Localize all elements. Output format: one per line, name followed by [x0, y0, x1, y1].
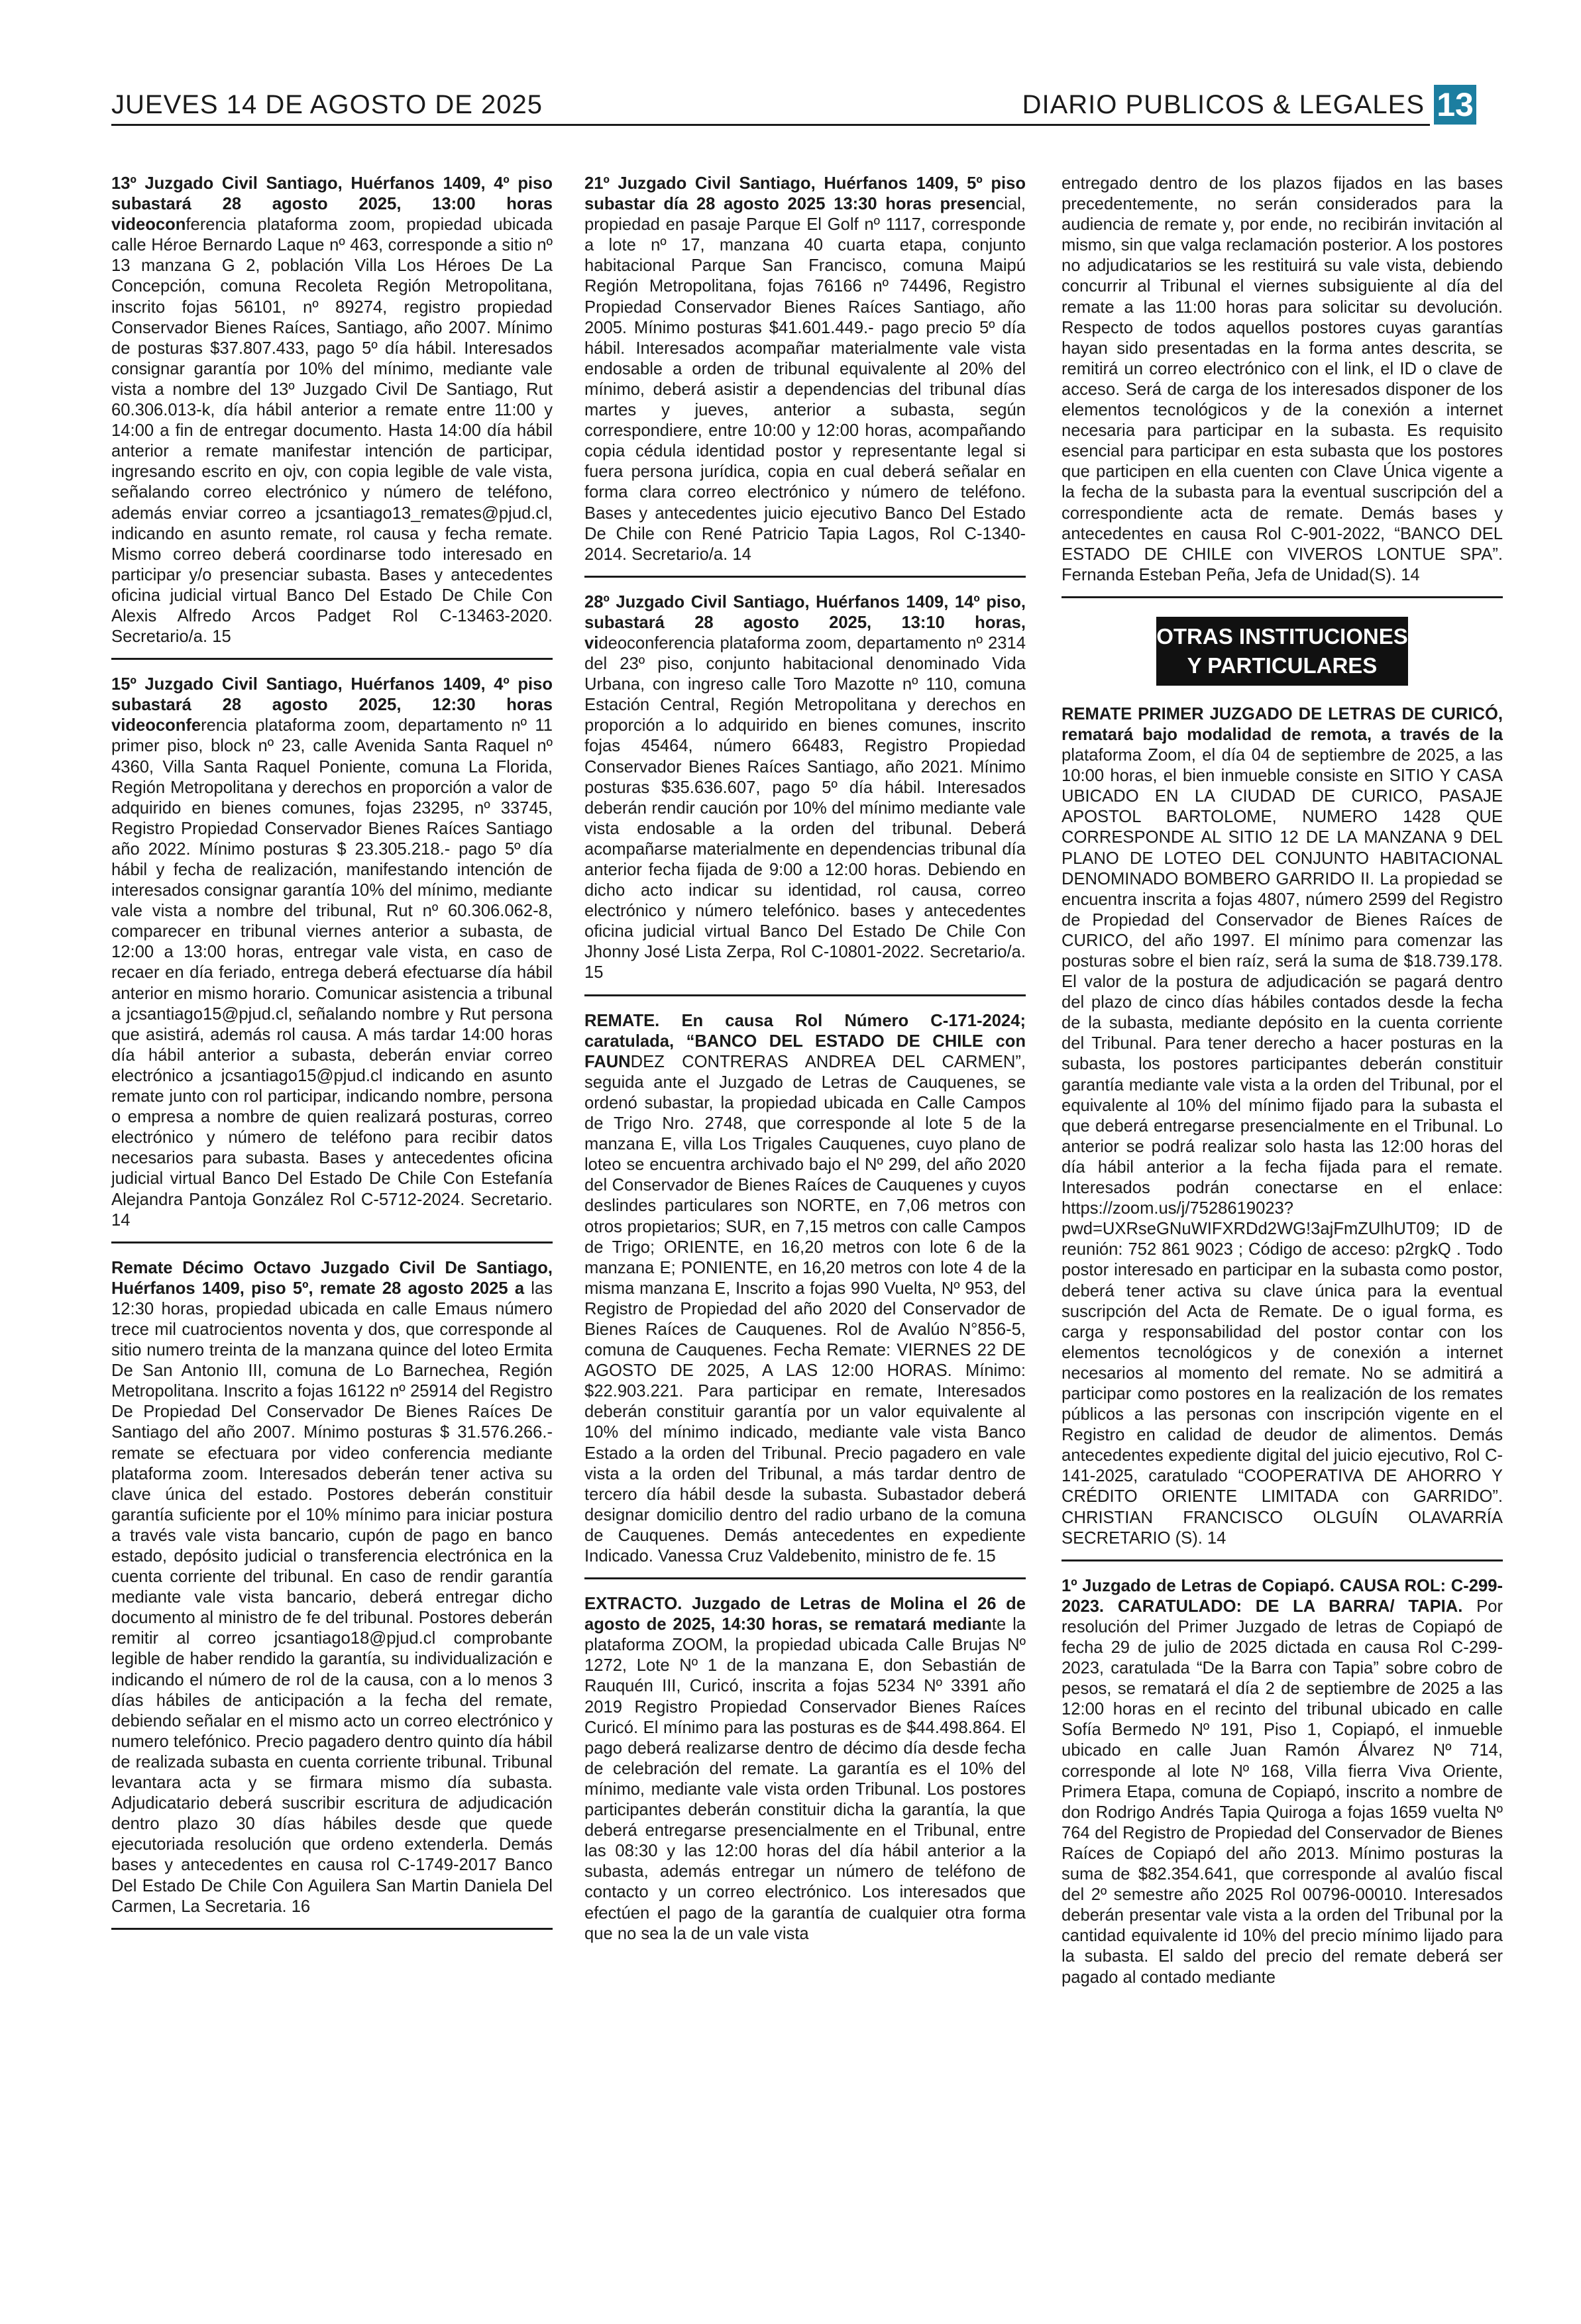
header-rule	[111, 124, 1430, 126]
notice-body: te la plataforma ZOOM, la propiedad ubicada Calle Brujas Nº 1272, Lote Nº 1 de la manzana E, don Sebastián de Rauquén III, Curicó, inscrita a fojas 5234 Nº 3391 año 2019 Registro Propiedad Conservador Bienes Raíces Curicó. El mínimo para las posturas es de $44.498.864. El pago deberá realizarse dentro de décimo día desde fecha de celebración del remate. La garantía es el 10% del mínimo, mediante vale vista orden Tribunal. Los postores participantes deberán constituir dicha la garantía, la que deberá entregarse presencialmente en el Tribunal, entre las 08:30 y las 12:00 horas del día hábil anterior a la subasta, además entregar un número de teléfono de contacto y un correo electrónico. Los interesados que efectúen el pago de la garantía de cualquier otra forma que no sea la de un vale vista	[584, 1615, 1026, 1943]
notice-18-juzgado	[111, 1258, 553, 1930]
notice-lead: 1º Juzgado de Letras de Copiapó. CAUSA ROL: C-299-2023. CARATULADO: DE LA BARRA/ TAPIA.	[1062, 1576, 1503, 1616]
notice-body: ferencia plataforma zoom, propiedad ubicada calle Héroe Bernardo Laque nº 463, corresponde a sitio nº 13 manzana G 2, población Villa Los Héroes De La Concepción, comuna Recoleta Región Metropolitana, inscrito fojas 56101, nº 89274, registro propiedad Conservador Bienes Raíces, Santiago, año 2007. Mínimo de posturas $37.807.433, pago 5º día hábil. Interesados consignar garantía por 10% del mínimo, mediante vale vista a nombre del 13º Juzgado Civil De Santiago, Rut 60.306.013-k, día hábil anterior a remate entre 11:00 y 14:00 a fin de entregar documento. Hasta 14:00 día hábil anterior a remate manifestar intención de participar, ingresando escrito en ojv, con copia legible de vale vista, señalando correo electrónico y número de teléfono, además enviar correo a jcsantiago13_remates@pjud.cl, indicando en asunto remate, rol causa y fecha remate. Mismo correo deberá coordinarse todo interesado en participar y/o presenciar subasta. Bases y antecedentes oficina judicial virtual Banco Del Estado De Chile Con Alexis Alfredo Arcos Padget Rol C-13463-2020. Secretario/a. 15	[111, 215, 553, 647]
notice-body: cial, propiedad en pasaje Parque El Golf nº 1117, corresponde a lote nº 17, manzana 40 cuarta etapa, conjunto habitacional Parque San Francisco, comuna Maipú Región Metropolitana, fojas 76166 nº 74496, Registro Propiedad Conservador Bienes Raíces Santiago, año 2005. Mínimo posturas $41.601.449.- pago precio 5º día hábil. Interesados acompañar materialmente vale vista endosable a orden de tribunal equivalente al 20% del mínimo, deberá asistir a dependencias del tribunal días martes y jueves, anterior a subasta, según correspondiere, entre 10:00 y 12:00 horas, acompañando copia cédula identidad postor y representante legal si fuera persona jurídica, copia en cual deberá señalar en forma clara correo electrónico y número de teléfono. Bases y antecedentes juicio ejecutivo Banco Del Estado De Chile con René Patricio Tapia Lagos, Rol C-1340-2014. Secretario/a. 14	[584, 195, 1026, 564]
column-3	[1062, 174, 1503, 2013]
section-heading-line-1: OTRAS INSTITUCIONES	[1156, 623, 1408, 649]
section-heading-line-2: Y PARTICULARES	[1187, 653, 1378, 678]
notice-molina-continued	[1062, 174, 1503, 598]
notice-curico	[1062, 704, 1503, 1561]
issue-date: JUEVES 14 DE AGOSTO DE 2025	[111, 90, 543, 119]
notice-15-juzgado	[111, 674, 553, 1243]
notice-copiapo	[1062, 1576, 1503, 1999]
notice-lead: 21º Juzgado Civil Santiago, Huérfanos 1409, 5º piso subastar día 28 agosto 2025 13:30 horas presen	[584, 174, 1026, 214]
notice-lead: 15º Juzgado Civil Santiago, Huérfanos 1409, 4º piso subastará 28 agosto 2025, 12:30 horas videoconfe	[111, 675, 553, 735]
notice-13-juzgado	[111, 174, 553, 660]
publication-name: DIARIO PUBLICOS & LEGALES	[1022, 90, 1425, 119]
notice-lead: 13º Juzgado Civil Santiago, Huérfanos 1409, 4º piso subastará 28 agosto 2025, 13:00 horas videocon	[111, 174, 553, 235]
notice-body: DEZ CONTRERAS ANDREA DEL CARMEN”, seguida ante el Juzgado de Letras de Cauquenes, se ordenó subastar, la propiedad ubicada en Calle Campos de Trigo Nro. 2748, que corresponde al lote 5 de la manzana E, villa Los Trigales Cauquenes, cuyo plano de loteo se encuentra archivado bajo el Nº 299, del año 2020 del Conservador de Bienes Raíces de Cauquenes y cuyos deslindes particulares son NORTE, en 7,06 metros con otros propietarios; SUR, en 7,15 metros con calle Campos de Trigo; ORIENTE, en 16,20 metros con lote 6 de la manzana E; PONIENTE, en 16,20 metros con lote 4 de la misma manzana E, Inscrito a fojas 990 Vuelta, Nº 953, del Registro de Propiedad del año 2020 del Conservador de Bienes Raíces de Cauquenes. Rol de Avalúo N°856-5, comuna de Cauquenes. Fecha Remate: VIERNES 22 DE AGOSTO DE 2025, A LAS 12:00 HORAS. Mínimo: $22.903.221. Para participar en remate, Interesados deberán constituir garantía por un valor equivalente al 10% del mínimo indicado, mediante vale vista Banco Estado a la orden del Tribunal. Precio pagadero en vale vista a la orden del Tribunal, a más tardar dentro de tercero día hábil desde la subasta. Subastador deberá designar domicilio dentro del radio urbano de la comuna de Cauquenes. Demás antecedentes en expediente Indicado. Vanessa Cruz Valdebenito, ministro de fe. 15	[584, 1052, 1026, 1565]
section-heading	[1156, 617, 1408, 686]
notice-body: entregado dentro de los plazos fijados en las bases precedentemente, no serán considerados para la audiencia de remate y, por ende, no recibirán invitación al mismo, sin que valga reclamación posterior. A los postores no adjudicatarios se les restituirá su vale vista, debiendo concurrir al Tribunal el viernes subsiguiente al día del remate a las 11:00 horas para solicitar su devolución. Respecto de todos aquellos postores cuyas garantías hayan sido presentadas en la forma antes descrita, se remitirá un correo electrónico con el link, el ID o clave de acceso. Será de carga de los interesados disponer de los elementos tecnológicos y de la conexión a internet necesaria para participar en la subasta. Es requisito esencial para participar en esta subasta que los postores que participen en ella cuenten con Clave Única vigente a la fecha de la subasta para la eventual suscripción del a correspondiente acta de remate. Demás bases y antecedentes en causa Rol C-901-2022, “BANCO DEL ESTADO DE CHILE con VIVEROS LONTUE SPA”. Fernanda Esteban Peña, Jefa de Unidad(S). 14	[1062, 174, 1503, 584]
notice-lead: EXTRACTO. Juzgado de Letras de Molina el 26 de agosto de 2025, 14:30 horas, se rematará median	[584, 1595, 1026, 1634]
notice-molina	[584, 1594, 1026, 1955]
notice-body: rencia plataforma zoom, departamento nº 11 primer piso, block nº 23, calle Avenida Santa Raquel nº 4360, Villa Santa Raquel Poniente, comuna La Florida, Región Metropolitana y derechos en proporción a valor de adquirido en bienes comunes, fojas 23295, nº 33745, Registro Propiedad Conservador Bienes Raíces Santiago año 2022. Mínimo posturas $ 23.305.218.- pago 5º día hábil y fecha de realización, manifestando intención de interesados consignar garantía 10% del mínimo, mediante vale vista a nombre del tribunal, Rut nº 60.306.062-8, comparecer en tribunal viernes anterior a subasta, de 12:00 a 13:00 horas, entregar vale vista, en caso de recaer en día feriado, entrega deberá efectuarse día hábil anterior en mismo horario. Comunicar asistencia a tribunal a jcsantiago15@pjud.cl, señalando nombre y Rut persona que asistirá, además rol causa. A más tardar 14:00 horas día hábil anterior a subasta, deberán enviar correo electrónico a jcsantiago15@pjud.cl indicando en asunto remate junto con rol participar, indicando nombre, persona o empresa a nombre de quien realizará posturas, correo electrónico y número de teléfono para recibir datos necesarios para subasta. Bases y antecedentes oficina judicial virtual Banco Del Estado De Chile Con Estefanía Alejandra Pantoja González Rol C-5712-2024. Secretario. 14	[111, 716, 553, 1230]
notice-lead: Remate Décimo Octavo Juzgado Civil De Santiago, Huérfanos 1409, piso 5º, remate 28 agosto 2025 a	[111, 1258, 553, 1298]
page-header	[111, 85, 1476, 126]
notice-body: Por resolución del Primer Juzgado de letras de Copiapó de fecha 29 de julio de 2025 dictada en causa Rol C-299-2023, caratulada “De la Barra con Tapia” sobre cobro de pesos, se rematará el día 2 de septiembre de 2025 a las 12:00 horas en el recinto del tribunal ubicado en calle Sofía Bermedo Nº 191, Piso 1, Copiapó, el inmueble ubicado en calle Juan Ramón Álvarez Nº 714, corresponde al lote Nº 168, Villa fierra Viva Oriente, Primera Etapa, comuna de Copiapó, inscrito a nombre de don Rodrigo Andrés Tapia Quiroga a fojas 1659 vuelta Nº 764 del Registro de Propiedad del Conservador de Bienes Raíces de Copiapó del año 2013. Mínimo posturas la suma de $82.354.641, que corresponde al avalúo fiscal del 2º semestre año 2025 Rol 00796-00010. Interesados deberán presentar vale vista a la orden del Tribunal por la cantidad equivalente id 10% del precio mínimo lijado para la subasta. El saldo del precio del remate deberá ser pagado al contado mediante	[1062, 1597, 1503, 1987]
notice-cauquenes	[584, 1011, 1026, 1580]
notice-lead: 28º Juzgado Civil Santiago, Huérfanos 1409, 14º piso, subastará 28 agosto 2025, 13:10 horas, vi	[584, 592, 1026, 653]
page-number-badge: 13	[1434, 85, 1476, 125]
notice-body: plataforma Zoom, el día 04 de septiembre de 2025, a las 10:00 horas, el bien inmueble consiste en SITIO Y CASA UBICADO EN LA CIUDAD DE CURICO, PASAJE APOSTOL BARTOLOME, NUMERO 1428 QUE CORRESPONDE AL SITIO 12 DE LA MANZANA 9 DEL PLANO DE LOTEO DEL CONJUNTO HABITACIONAL DENOMINADO BOMBERO GARRIDO II. La propiedad se encuentra inscrita a fojas 4807, número 2599 del Registro de Propiedad del Conservador de Bienes Raíces de CURICO, del año 1997. El mínimo para comenzar las posturas sobre el bien raíz, será la suma de $18.739.178. El valor de la postura de adjudicación se pagará dentro del plazo de cinco días hábiles contados desde la fecha de la subasta, mediante depósito en la cuenta corriente del Tribunal. Para tener derecho a hacer posturas en la subasta, los postores participantes deberán constituir garantía mediante vale vista a la orden del Tribunal, por el equivalente al 10% del mínimo fijado para la subasta el que deberá entregarse presencialmente en el Tribunal. Lo anterior se podrá realizar solo hasta las 12:00 horas del día hábil anterior a la fecha fijada para el remate. Interesados podrán conectarse en el enlace: https://zoom.us/j/7528619023?pwd=UXRseGNuWIFXRDd2WG!3ajFmZUlhUT09; ID de reunión: 752 861 9023 ; Código de acceso: p2rgkQ . Todo postor interesado en participar en la subasta como postor, deberá tener activa su clave única para la eventual suscripción del Acta de Remate. De o igual forma, es carga y responsabilidad del postor contar con los elementos tecnológicos y de conexión a internet necesarios al momento del remate. No se admitirá a participar como postores en la realización de los remates públicos a las personas con inscripción vigente en el Registro en calidad de deudor de alimentos. Demás antecedentes expediente digital del juicio ejecutivo, Rol C-141-2025, caratulado “COOPERATIVA DE AHORRO Y CRÉDITO ORIENTE LIMITADA con GARRIDO”. CHRISTIAN FRANCISCO OLGUÍN OLAVARRÍA SECRETARIO (S). 14	[1062, 746, 1503, 1548]
notice-body: las 12:30 horas, propiedad ubicada en calle Emaus número trece mil cuatrocientos noventa y dos, que corresponde al sitio numero treinta de la manzana quince del loteo Ermita De San Antonio III, comuna de Lo Barnechea, Región Metropolitana. Inscrito a fojas 16122 nº 25914 del Registro De Propiedad Del Conservador De Bienes Raíces De Santiago del año 2007. Mínimo posturas $ 31.576.266.- remate se efectuara por video conferencia mediante plataforma zoom. Interesados deberán tener activa su clave única del estado. Postores deberán constituir garantía suficiente por el 10% mínimo para iniciar postura a través vale vista bancario, cupón de pago en banco estado, depósito judicial o transferencia electrónica en la cuenta corriente del tribunal. En caso de rendir garantía mediante vale vista bancario, deberá entregar dicho documento al ministro de fe del tribunal. Postores deberán remitir al correo jcsantiago18@pjud.cl comprobante legible de haber rendido la garantía, su individualización e indicando el número de rol de la causa, con a lo menos 3 días hábiles de anticipación a la fecha del remate, debiendo señalar en el mismo acto un correo electrónico y numero telefónico. Precio pagadero dentro quinto día hábil de realizada subasta en cuenta corriente tribunal. Tribunal levantara acta y se firmara mismo día subasta. Adjudicatario deberá suscribir escritura de adjudicación dentro plazo 30 días hábiles desde que quede ejecutoriada resolución que ordeno extenderla. Demás bases y antecedentes en causa rol C-1749-2017 Banco Del Estado De Chile Con Aguilera San Martin Daniela Del Carmen, La Secretaria. 16	[111, 1279, 553, 1916]
notice-28-juzgado	[584, 592, 1026, 996]
notice-21-juzgado	[584, 174, 1026, 578]
column-1	[111, 174, 553, 1944]
notice-body: deoconferencia plataforma zoom, departamento nº 2314 del 23º piso, conjunto habitacional denominado Vida Urbana, con ingreso calle Toro Mazotte nº 110, comuna Estación Central, Región Metropolitana y derechos en proporción a lo adquirido en bienes comunes, inscrito fojas 45464, número 66483, Registro Propiedad Conservador Bienes Raíces Santiago, año 2021. Mínimo posturas $35.636.607, pago 5º día hábil. Interesados deberán rendir caución por 10% del mínimo mediante vale vista endosable a la orden del tribunal. Deberá acompañarse materialmente en dependencias tribunal día anterior fecha fijada de 9:00 a 12:00 horas. Debiendo en dicho acto indicar su identidad, rol causa, correo electrónico y número telefónico. bases y antecedentes oficina judicial virtual Banco Del Estado De Chile Con Jhonny José Lista Zerpa, Rol C-10801-2022. Secretario/a. 15	[584, 633, 1026, 982]
column-2	[584, 174, 1026, 1970]
notice-lead: REMATE PRIMER JUZGADO DE LETRAS DE CURICÓ, rematará bajo modalidad de remota, a través de la	[1062, 704, 1503, 744]
notice-lead: REMATE. En causa Rol Número C-171-2024; caratulada, “BANCO DEL ESTADO DE CHILE con FAUN	[584, 1011, 1026, 1071]
